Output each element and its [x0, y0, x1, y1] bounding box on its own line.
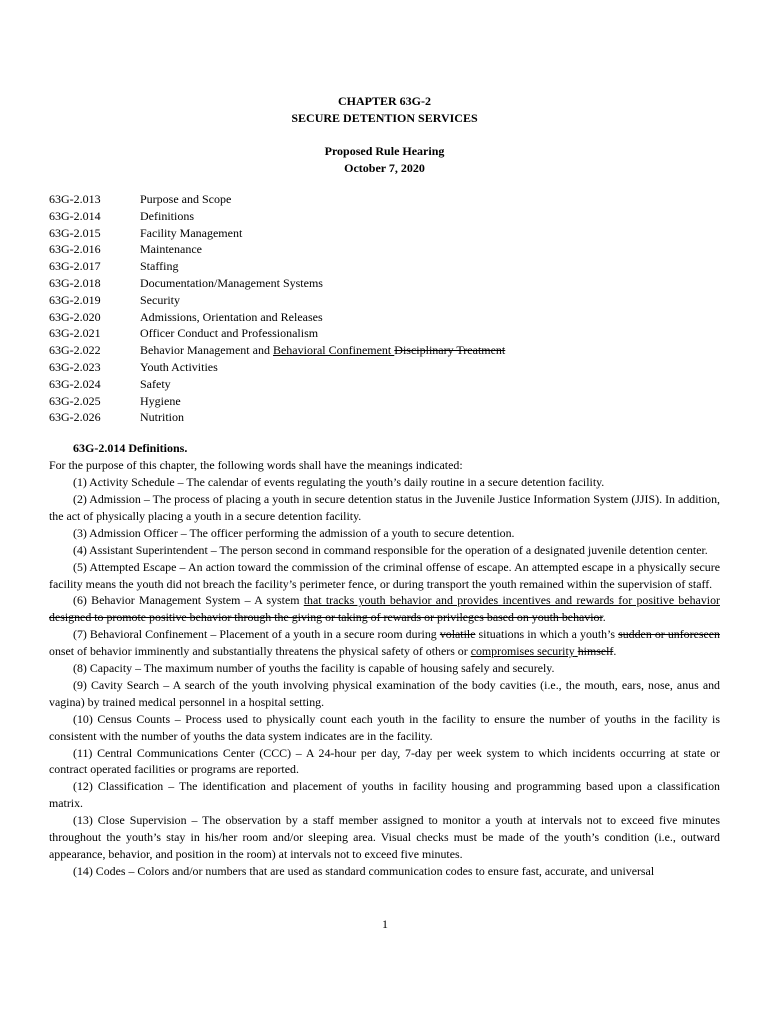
toc-title: Officer Conduct and Professionalism [140, 326, 319, 341]
toc-title-text: Behavior Management and [140, 343, 273, 358]
definition-12: (12) Classification – The identification and placement of youths in facility housing and programming based upon a classification matrix. [49, 779, 720, 811]
deleted-text: sudden or unforeseen [618, 627, 720, 642]
toc-row [49, 325, 720, 342]
definition-text: (6) Behavior Management System – A system [73, 593, 304, 608]
hearing-date: October 7, 2020 [344, 161, 425, 175]
toc-number: 63G-2.018 [49, 275, 101, 290]
definition-4: (4) Assistant Superintendent – The person second in command responsible for the operation of a designated juvenile detention center. [73, 542, 708, 557]
definition-text: . [613, 644, 617, 659]
definition-13: (13) Close Supervision – The observation by a staff member assigned to monitor a youth at intervals not to exceed five minutes throughout the youth’s stay in his/her room and/or sleeping area. Visual checks must be made of the youth’s condition (i.e., outward appearance, behavior, and position in the room) at intervals not to exceed five minutes. [49, 813, 720, 861]
toc-row [49, 191, 720, 208]
definition-6 [49, 592, 720, 626]
toc-number: 63G-2.024 [49, 376, 101, 391]
toc-number: 63G-2.017 [49, 259, 101, 274]
inserted-text: compromises security [470, 644, 575, 659]
definition-8: (8) Capacity – The maximum number of youths the facility is capable of housing safely and securely. [73, 661, 555, 676]
hearing-label: Proposed Rule Hearing [324, 144, 445, 158]
page-number: 1 [382, 917, 388, 931]
inserted-text: Behavioral Confinement [272, 343, 395, 358]
toc-row [49, 258, 720, 275]
toc-number: 63G-2.016 [49, 242, 101, 257]
definition-text: onset of behavior imminently and substantially threatens the physical safety of others or [49, 644, 471, 659]
toc-title: Safety [140, 376, 171, 391]
document-page [49, 93, 720, 880]
definition-10: (10) Census Counts – Process used to physically count each youth in the facility to ensure the number of youths in the facility is consistent with the number of youths the data system indicates are in the facility. [49, 711, 720, 743]
toc-number: 63G-2.022 [49, 343, 101, 358]
section-title: 63G-2.014 Definitions. [73, 441, 188, 456]
definition-3: (3) Admission Officer – The officer performing the admission of a youth to secure detention. [73, 525, 515, 540]
toc-number: 63G-2.021 [49, 326, 101, 341]
deleted-text: volatile [439, 627, 476, 642]
definitions-intro: For the purpose of this chapter, the following words shall have the meanings indicated: [49, 458, 463, 473]
chapter-heading: CHAPTER 63G-2 [338, 94, 431, 108]
toc-row [49, 376, 720, 393]
definition-text: (7) Behavioral Confinement – Placement of a youth in a secure room during [73, 627, 440, 642]
deleted-text: designed to promote positive behavior through the giving or taking of rewards or privileges based on youth behavior [49, 610, 603, 625]
definition-text: situations in which a youth’s [475, 627, 619, 642]
definition-2: (2) Admission – The process of placing a youth in secure detention status in the Juvenile Justice Information System (JJIS). In addition, the act of physically placing a youth in a secure detention facility. [49, 491, 720, 523]
toc-title: Security [140, 292, 180, 307]
deleted-text: Disciplinary Treatment [394, 343, 506, 358]
deleted-text: himself [577, 644, 614, 659]
definition-7 [49, 626, 720, 660]
toc-title: Admissions, Orientation and Releases [140, 309, 323, 324]
toc-row [49, 309, 720, 326]
toc-row [49, 359, 720, 376]
toc-title: Definitions [140, 208, 194, 223]
toc-row [49, 208, 720, 225]
definition-9: (9) Cavity Search – A search of the youth involving physical examination of the body cavities (i.e., the mouth, ears, nose, anus and vagina) by trained medical personnel in a hospital setting. [49, 677, 720, 709]
toc-row [49, 275, 720, 292]
definition-11: (11) Central Communications Center (CCC) – A 24-hour per day, 7-day per week system to which incidents occurring at state or contract operated facilities or programs are reported. [49, 745, 720, 777]
toc-title: Documentation/Management Systems [140, 275, 323, 290]
toc-row [49, 409, 720, 426]
toc-title: Facility Management [140, 225, 243, 240]
toc-number: 63G-2.014 [49, 208, 101, 223]
toc-row [49, 225, 720, 242]
chapter-title: SECURE DETENTION SERVICES [291, 111, 478, 125]
toc-number: 63G-2.020 [49, 309, 101, 324]
toc-number: 63G-2.025 [49, 393, 101, 408]
toc-row [49, 292, 720, 309]
definition-text: . [602, 610, 606, 625]
toc-number: 63G-2.013 [49, 192, 101, 206]
toc-title: Nutrition [140, 410, 184, 425]
table-of-contents [49, 191, 720, 426]
toc-number: 63G-2.019 [49, 292, 101, 307]
toc-number: 63G-2.023 [49, 359, 101, 374]
toc-title: Youth Activities [140, 359, 218, 374]
definition-1: (1) Activity Schedule – The calendar of events regulating the youth’s daily routine in a secure detention facility. [73, 475, 605, 490]
toc-number: 63G-2.026 [49, 410, 101, 425]
toc-row [49, 241, 720, 258]
definition-14: (14) Codes – Colors and/or numbers that are used as standard communication codes to ensure fast, accurate, and universal [73, 863, 655, 878]
toc-row [49, 342, 720, 359]
toc-title: Maintenance [140, 242, 202, 257]
toc-title: Purpose and Scope [140, 192, 232, 206]
toc-row [49, 393, 720, 410]
toc-title: Staffing [140, 259, 179, 274]
definitions-body [49, 457, 720, 880]
definition-5: (5) Attempted Escape – An action toward the commission of the criminal offense of escape. An attempted escape in a physically secure facility means the youth did not breach the facility’s perimeter fence, or during transport the youth remained within the supervision of staff. [49, 559, 720, 591]
toc-title: Hygiene [140, 393, 181, 408]
toc-title-amended [140, 342, 720, 359]
inserted-text: that tracks youth behavior and provides incentives and rewards for positive behavior [303, 593, 720, 608]
toc-number: 63G-2.015 [49, 225, 101, 240]
